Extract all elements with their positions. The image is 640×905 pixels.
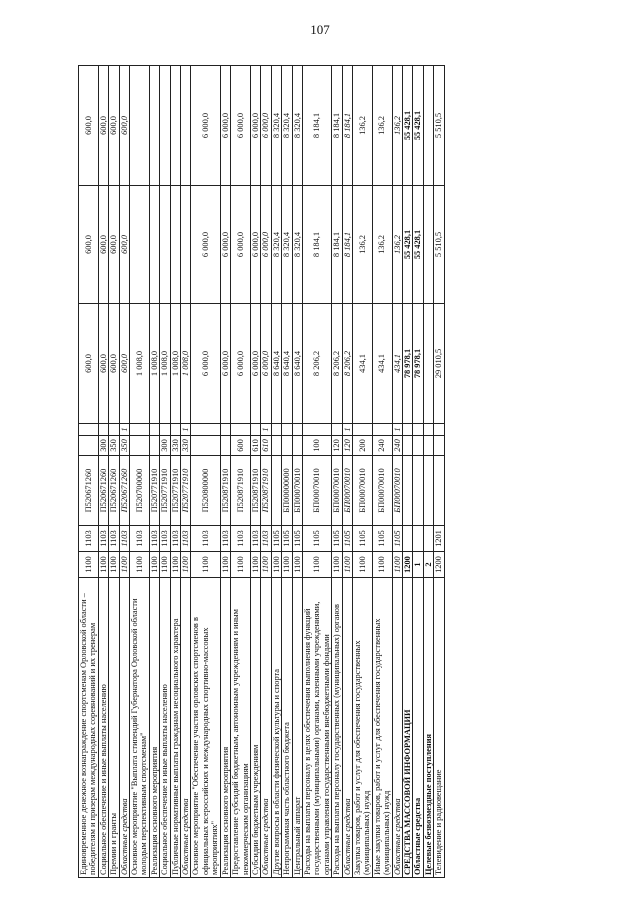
section-code: 1100: [261, 552, 271, 578]
target-article-code: БП00070010: [302, 456, 331, 526]
amount-year-1: 600,0: [119, 304, 129, 424]
funding-source-code: [79, 424, 99, 436]
section-code: 1100: [250, 552, 260, 578]
amount-year-2: [423, 186, 433, 304]
subsection-code: [423, 526, 433, 552]
target-article-code: БП00000000: [282, 456, 292, 526]
table-row: [413, 66, 423, 878]
funding-source-code: [170, 424, 180, 436]
section-code: 1100: [160, 552, 170, 578]
expense-type-code: [191, 436, 220, 456]
table-row: [149, 66, 159, 878]
amount-year-2: 8 320,4: [292, 186, 302, 304]
row-name: Социальное обеспечение и иные выплаты населению: [160, 578, 170, 878]
table-row: [332, 66, 342, 878]
target-article-code: П520771910: [181, 456, 191, 526]
amount-year-1: 1 008,0: [149, 304, 159, 424]
expense-type-code: [434, 436, 444, 456]
amount-year-2: 600,0: [79, 186, 99, 304]
amount-year-3: 8 320,4: [282, 66, 292, 186]
amount-year-2: 600,0: [109, 186, 119, 304]
subsection-code: 1105: [271, 526, 281, 552]
subsection-code: 1103: [79, 526, 99, 552]
table-row: [191, 66, 220, 878]
subsection-code: 1105: [332, 526, 342, 552]
table-row: [423, 66, 433, 878]
expense-type-code: 120: [332, 436, 342, 456]
amount-year-1: 8 206,2: [342, 304, 352, 424]
row-name: Центральный аппарат: [292, 578, 302, 878]
target-article-code: П520871910: [250, 456, 260, 526]
row-name: Другие вопросы в области физической культуры и спорта: [271, 578, 281, 878]
expense-type-code: 610: [261, 436, 271, 456]
subsection-code: 1103: [261, 526, 271, 552]
table-row: [109, 66, 119, 878]
funding-source-code: [250, 424, 260, 436]
amount-year-1: 8 640,4: [282, 304, 292, 424]
row-name: СРЕДСТВА МАССОВОЙ ИНФОРМАЦИИ: [403, 578, 413, 878]
section-code: 1100: [109, 552, 119, 578]
target-article-code: П520771910: [160, 456, 170, 526]
amount-year-2: [130, 186, 150, 304]
expense-type-code: 240: [392, 436, 402, 456]
subsection-code: 1103: [149, 526, 159, 552]
table-row: [119, 66, 129, 878]
target-article-code: [423, 456, 433, 526]
section-code: 1100: [352, 552, 372, 578]
row-name: Реализация основного мероприятия: [149, 578, 159, 878]
row-name: Расходы на выплаты персоналу в целях обеспечения выполнения функций государственными (муниципальными) органами, казенными учреждениями, органами управления государственными внебюджетными фондами: [302, 578, 331, 878]
row-name: Социальное обеспечение и иные выплаты населению: [98, 578, 108, 878]
amount-year-1: 78 978,1: [403, 304, 413, 424]
amount-year-2: 136,2: [372, 186, 392, 304]
row-name: Публичные нормативные выплаты гражданам несоциального характера: [170, 578, 180, 878]
subsection-code: 1105: [392, 526, 402, 552]
target-article-code: БП00070010: [342, 456, 352, 526]
amount-year-2: 6 000,0: [250, 186, 260, 304]
amount-year-2: 136,2: [392, 186, 402, 304]
section-code: 1100: [282, 552, 292, 578]
expense-type-code: [413, 436, 423, 456]
row-name: Закупка товаров, работ и услуг для обеспечения государственных (муниципальных) нужд: [352, 578, 372, 878]
amount-year-1: 1 008,0: [130, 304, 150, 424]
expense-type-code: [149, 436, 159, 456]
section-code: 1100: [191, 552, 220, 578]
amount-year-2: 8 184,1: [342, 186, 352, 304]
expense-type-code: 600: [231, 436, 251, 456]
expense-type-code: 240: [372, 436, 392, 456]
funding-source-code: [332, 424, 342, 436]
row-name: Премии и гранты: [109, 578, 119, 878]
section-code: 1100: [98, 552, 108, 578]
subsection-code: 1103: [119, 526, 129, 552]
subsection-code: 1105: [292, 526, 302, 552]
amount-year-1: 8 640,4: [292, 304, 302, 424]
table-row: [271, 66, 281, 878]
section-code: 1100: [130, 552, 150, 578]
table-row: [261, 66, 271, 878]
funding-source-code: 1: [392, 424, 402, 436]
funding-source-code: [160, 424, 170, 436]
amount-year-2: 8 320,4: [271, 186, 281, 304]
row-name: Областные средства: [119, 578, 129, 878]
target-article-code: П520671260: [98, 456, 108, 526]
amount-year-3: 6 000,0: [261, 66, 271, 186]
amount-year-3: 5 510,5: [434, 66, 444, 186]
funding-source-code: [271, 424, 281, 436]
amount-year-3: 55 428,1: [413, 66, 423, 186]
target-article-code: БП00070010: [332, 456, 342, 526]
section-code: 1100: [119, 552, 129, 578]
section-code: 1: [413, 552, 423, 578]
amount-year-2: [170, 186, 180, 304]
expense-type-code: 300: [98, 436, 108, 456]
amount-year-1: 1 008,0: [160, 304, 170, 424]
funding-source-code: [434, 424, 444, 436]
section-code: 1100: [181, 552, 191, 578]
row-name: Непрограммная часть областного бюджета: [282, 578, 292, 878]
expense-type-code: 350: [119, 436, 129, 456]
amount-year-2: [149, 186, 159, 304]
target-article-code: П520771910: [170, 456, 180, 526]
expense-type-code: 330: [170, 436, 180, 456]
amount-year-3: 6 000,0: [191, 66, 220, 186]
row-name: Областные средства: [181, 578, 191, 878]
section-code: 1100: [292, 552, 302, 578]
amount-year-3: 600,0: [109, 66, 119, 186]
section-code: 1200: [434, 552, 444, 578]
table-row: [292, 66, 302, 878]
table-row: [220, 66, 230, 878]
section-code: 1100: [342, 552, 352, 578]
expense-type-code: 350: [109, 436, 119, 456]
target-article-code: П520671260: [79, 456, 99, 526]
table-row: [79, 66, 99, 878]
row-name: Областные средства: [392, 578, 402, 878]
amount-year-2: 6 000,0: [261, 186, 271, 304]
expense-type-code: [220, 436, 230, 456]
subsection-code: 1105: [352, 526, 372, 552]
subsection-code: 1103: [160, 526, 170, 552]
amount-year-1: 600,0: [79, 304, 99, 424]
amount-year-1: 29 010,5: [434, 304, 444, 424]
subsection-code: [403, 526, 413, 552]
amount-year-3: [130, 66, 150, 186]
expense-type-code: [292, 436, 302, 456]
table-row: [392, 66, 402, 878]
amount-year-3: 136,2: [352, 66, 372, 186]
subsection-code: 1105: [342, 526, 352, 552]
amount-year-3: 8 320,4: [271, 66, 281, 186]
amount-year-2: 600,0: [119, 186, 129, 304]
expense-type-code: 300: [160, 436, 170, 456]
amount-year-1: 600,0: [109, 304, 119, 424]
amount-year-3: [423, 66, 433, 186]
amount-year-3: 600,0: [119, 66, 129, 186]
section-code: 2: [423, 552, 433, 578]
target-article-code: П520671260: [109, 456, 119, 526]
expense-type-code: 330: [181, 436, 191, 456]
section-code: 1100: [149, 552, 159, 578]
row-name: Субсидии бюджетным учреждениям: [250, 578, 260, 878]
amount-year-2: 55 428,1: [403, 186, 413, 304]
funding-source-code: [231, 424, 251, 436]
subsection-code: 1103: [109, 526, 119, 552]
amount-year-2: 8 184,1: [332, 186, 342, 304]
funding-source-code: 1: [119, 424, 129, 436]
table-row: [250, 66, 260, 878]
table-row: [302, 66, 331, 878]
target-article-code: БП00070010: [392, 456, 402, 526]
table-row: [231, 66, 251, 878]
section-code: 1100: [231, 552, 251, 578]
section-code: 1100: [392, 552, 402, 578]
amount-year-2: [181, 186, 191, 304]
expense-type-code: [403, 436, 413, 456]
table-row: [403, 66, 413, 878]
funding-source-code: [352, 424, 372, 436]
amount-year-2: 6 000,0: [231, 186, 251, 304]
amount-year-1: 6 000,0: [261, 304, 271, 424]
amount-year-2: 8 184,1: [302, 186, 331, 304]
page-number: 107: [310, 22, 330, 37]
table-row: [372, 66, 392, 878]
section-code: 1100: [220, 552, 230, 578]
target-article-code: БП00070010: [292, 456, 302, 526]
amount-year-2: 8 320,4: [282, 186, 292, 304]
row-name: Единовременное денежное вознаграждение спортсменам Орловской области – победителям и призерам международных соревнований и их тренерам: [79, 578, 99, 878]
subsection-code: 1103: [170, 526, 180, 552]
table-row: [342, 66, 352, 878]
target-article-code: П520671260: [119, 456, 129, 526]
funding-source-code: [109, 424, 119, 436]
expense-type-code: 120: [342, 436, 352, 456]
funding-source-code: [372, 424, 392, 436]
subsection-code: 1103: [231, 526, 251, 552]
subsection-code: 1103: [130, 526, 150, 552]
funding-source-code: [423, 424, 433, 436]
subsection-code: 1105: [302, 526, 331, 552]
target-article-code: [271, 456, 281, 526]
target-article-code: БП00070010: [372, 456, 392, 526]
amount-year-3: 6 000,0: [231, 66, 251, 186]
funding-source-code: 1: [261, 424, 271, 436]
target-article-code: [413, 456, 423, 526]
amount-year-2: 6 000,0: [191, 186, 220, 304]
funding-source-code: [292, 424, 302, 436]
funding-source-code: [302, 424, 331, 436]
funding-source-code: 1: [181, 424, 191, 436]
amount-year-2: 55 428,1: [413, 186, 423, 304]
expense-type-code: [130, 436, 150, 456]
amount-year-3: 136,2: [372, 66, 392, 186]
target-article-code: П520871910: [231, 456, 251, 526]
section-code: 1100: [372, 552, 392, 578]
row-name: Предоставление субсидий бюджетным, автономным учреждениям и иным некоммерческим организациям: [231, 578, 251, 878]
funding-source-code: [130, 424, 150, 436]
section-code: 1100: [79, 552, 99, 578]
target-article-code: [434, 456, 444, 526]
amount-year-2: 136,2: [352, 186, 372, 304]
row-name: Расходы на выплаты персоналу государственных (муниципальных) органов: [332, 578, 342, 878]
amount-year-1: 1 008,0: [170, 304, 180, 424]
table-row: [434, 66, 444, 878]
table-row: [181, 66, 191, 878]
subsection-code: 1103: [250, 526, 260, 552]
section-code: 1200: [403, 552, 413, 578]
amount-year-3: [181, 66, 191, 186]
amount-year-1: 1 008,0: [181, 304, 191, 424]
row-name: Целевые безвозмездные поступления: [423, 578, 433, 878]
subsection-code: [413, 526, 423, 552]
funding-source-code: [149, 424, 159, 436]
amount-year-2: [160, 186, 170, 304]
amount-year-3: 8 184,1: [302, 66, 331, 186]
subsection-code: 1103: [98, 526, 108, 552]
funding-source-code: [191, 424, 220, 436]
expense-type-code: [79, 436, 99, 456]
row-name: Областные средства: [261, 578, 271, 878]
target-article-code: П520871910: [220, 456, 230, 526]
section-code: 1100: [302, 552, 331, 578]
amount-year-3: [160, 66, 170, 186]
amount-year-3: [170, 66, 180, 186]
section-code: 1100: [271, 552, 281, 578]
budget-table-body: [79, 66, 445, 878]
amount-year-1: 6 000,0: [231, 304, 251, 424]
row-name: Областные средства: [413, 578, 423, 878]
funding-source-code: [220, 424, 230, 436]
amount-year-3: 136,2: [392, 66, 402, 186]
table-row: [282, 66, 292, 878]
amount-year-1: [423, 304, 433, 424]
amount-year-1: 8 640,4: [271, 304, 281, 424]
target-article-code: П520871910: [261, 456, 271, 526]
expense-type-code: [271, 436, 281, 456]
budget-table: [78, 65, 445, 878]
subsection-code: 1105: [282, 526, 292, 552]
subsection-code: 1103: [220, 526, 230, 552]
row-name: Иные закупки товаров, работ и услуг для обеспечения государственных (муниципальных) нужд: [372, 578, 392, 878]
subsection-code: 1103: [181, 526, 191, 552]
amount-year-3: 55 428,1: [403, 66, 413, 186]
amount-year-3: 6 000,0: [250, 66, 260, 186]
target-article-code: П520771910: [149, 456, 159, 526]
row-name: Областные средства: [342, 578, 352, 878]
amount-year-1: 6 000,0: [191, 304, 220, 424]
rotated-budget-table-container: [78, 66, 445, 878]
table-row: [160, 66, 170, 878]
table-row: [352, 66, 372, 878]
amount-year-1: 6 000,0: [220, 304, 230, 424]
amount-year-1: 434,1: [372, 304, 392, 424]
amount-year-1: 434,1: [392, 304, 402, 424]
funding-source-code: [282, 424, 292, 436]
amount-year-2: 5 510,5: [434, 186, 444, 304]
amount-year-3: 600,0: [79, 66, 99, 186]
amount-year-3: 8 320,4: [292, 66, 302, 186]
section-code: 1100: [332, 552, 342, 578]
target-article-code: БП00070010: [352, 456, 372, 526]
amount-year-1: 600,0: [98, 304, 108, 424]
subsection-code: 1103: [191, 526, 220, 552]
amount-year-3: [149, 66, 159, 186]
expense-type-code: [423, 436, 433, 456]
funding-source-code: [413, 424, 423, 436]
amount-year-1: 434,1: [352, 304, 372, 424]
expense-type-code: 100: [302, 436, 331, 456]
table-row: [98, 66, 108, 878]
subsection-code: 1201: [434, 526, 444, 552]
target-article-code: П520700000: [130, 456, 150, 526]
row-name: Основное мероприятие "Обеспечение участия орловских спортсменов в официальных всероссийских и международных спортивно-массовых мероприятиях": [191, 578, 220, 878]
funding-source-code: 1: [342, 424, 352, 436]
table-row: [130, 66, 150, 878]
funding-source-code: [98, 424, 108, 436]
amount-year-2: 6 000,0: [220, 186, 230, 304]
subsection-code: 1105: [372, 526, 392, 552]
row-name: Телевидение и радиовещание: [434, 578, 444, 878]
amount-year-1: 6 000,0: [250, 304, 260, 424]
amount-year-3: 8 184,1: [342, 66, 352, 186]
table-row: [170, 66, 180, 878]
row-name: Реализация основного мероприятия: [220, 578, 230, 878]
target-article-code: П520800000: [191, 456, 220, 526]
amount-year-2: 600,0: [98, 186, 108, 304]
amount-year-3: 6 000,0: [220, 66, 230, 186]
amount-year-1: 8 206,2: [332, 304, 342, 424]
amount-year-3: 600,0: [98, 66, 108, 186]
amount-year-1: 8 206,2: [302, 304, 331, 424]
expense-type-code: [282, 436, 292, 456]
funding-source-code: [403, 424, 413, 436]
expense-type-code: 200: [352, 436, 372, 456]
target-article-code: [403, 456, 413, 526]
amount-year-3: 8 184,1: [332, 66, 342, 186]
expense-type-code: 610: [250, 436, 260, 456]
row-name: Основное мероприятие "Выплата стипендий Губернатора Орловской области молодым перспективным спортсменам": [130, 578, 150, 878]
section-code: 1100: [170, 552, 180, 578]
amount-year-1: 78 978,1: [413, 304, 423, 424]
